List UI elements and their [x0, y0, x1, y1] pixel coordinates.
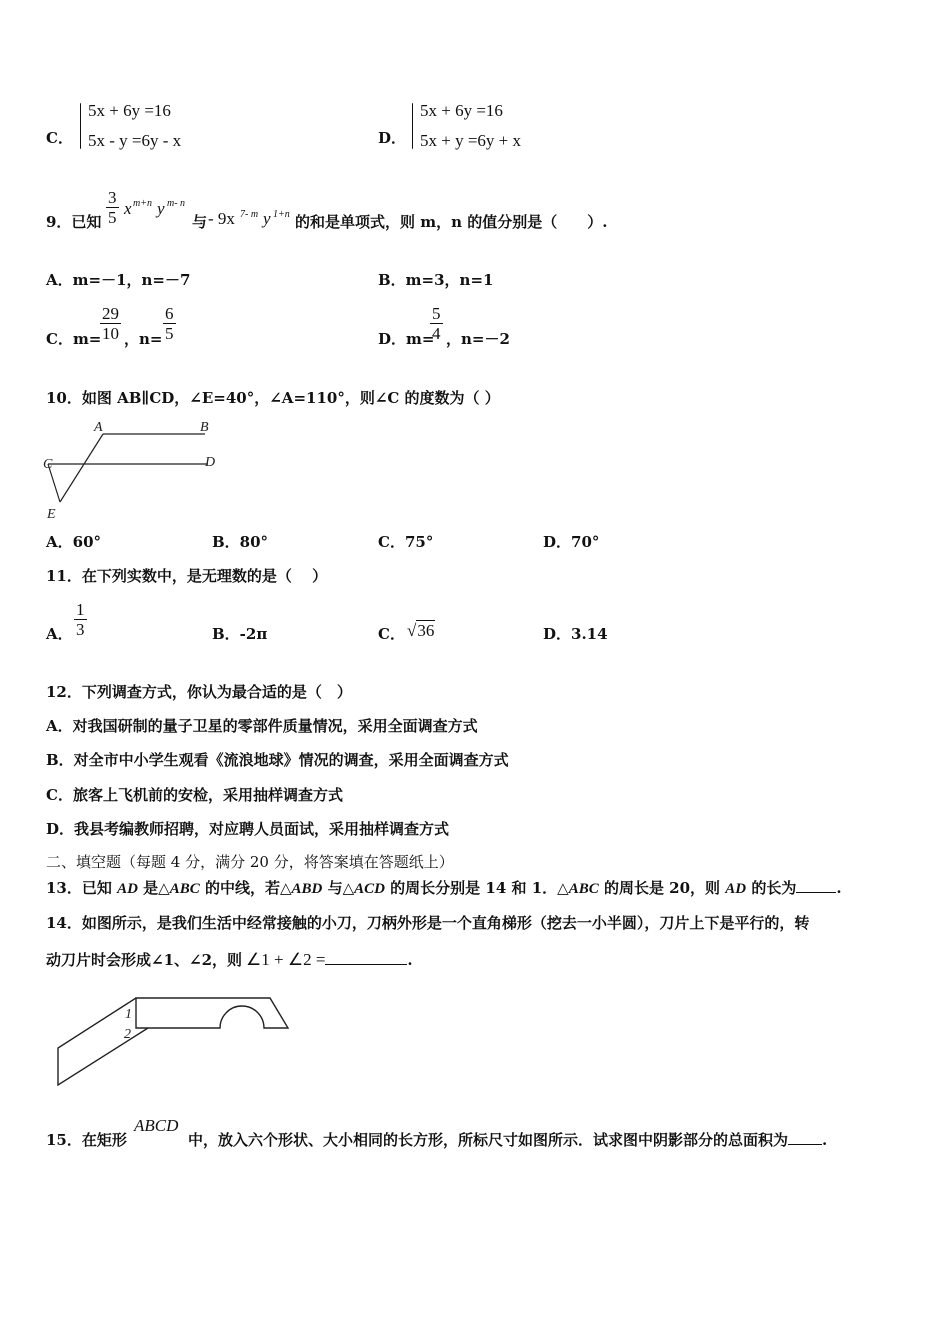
q9-c-n-den: 5 — [165, 324, 174, 343]
q10-label-b: B — [200, 420, 209, 435]
q15-answer-blank[interactable] — [788, 1144, 822, 1145]
q9-option-b: B．m=3，n=1 — [378, 271, 494, 289]
q9-term2-y-exp: 1+n — [273, 209, 290, 220]
q13-acd: ACD — [354, 881, 385, 897]
q10-label-e: E — [47, 507, 56, 522]
q11-option-c-radical: √36 — [407, 621, 435, 640]
q9-mid: 与 — [192, 213, 208, 231]
q10-label-a: A — [94, 420, 103, 435]
q8-option-d-label: D． — [378, 129, 407, 147]
q13-text-7: 的长为 — [746, 879, 797, 897]
q11-stem: 11．在下列实数中，是无理数的是（ ） — [46, 567, 328, 585]
q8-c-equation-1: 5x + 6y =16 — [88, 101, 171, 120]
q15-rect-name: ABCD — [134, 1116, 179, 1135]
q15-end: . — [822, 1131, 828, 1149]
q12-option-a: A．对我国研制的量子卫星的零部件质量情况，采用全面调查方式 — [46, 717, 478, 735]
q14-knife-blade — [58, 998, 148, 1085]
q14-angle-label-2: 2 — [124, 1027, 131, 1042]
q13-text-6: 的周长是 20，则 — [598, 879, 726, 897]
q13-text-3: 的中线，若△ — [199, 879, 292, 897]
q13-abd: ABD — [291, 881, 323, 897]
q13-line — [46, 878, 842, 899]
q13-ad-2: AD — [725, 881, 747, 897]
q14-line-1: 14．如图所示，是我们生活中经常接触的小刀，刀柄外形是一个直角梯形（挖去一小半圆），刀片上下是平行的，转 — [46, 914, 810, 932]
q10-stem: 10．如图 AB∥CD，∠E=40°，∠A=110°，则∠C 的度数为（ ） — [46, 389, 500, 407]
q12-option-c: C．旅客上飞机前的安检，采用抽样调查方式 — [46, 786, 343, 804]
q11-option-d: D．3.14 — [543, 625, 608, 643]
q9-term1-x: x — [124, 199, 132, 218]
q8-c-brace — [80, 103, 81, 149]
q9-prefix: 9．已知 — [46, 213, 102, 231]
q14-knife-figure — [50, 990, 295, 1090]
q13-text-5: 的周长分别是 14 和 1．△ — [384, 879, 569, 897]
q9-term1-exp: m+n — [133, 198, 152, 209]
q9-option-d-suffix: ，n=－2 — [446, 330, 510, 348]
q8-d-brace — [412, 103, 413, 149]
q9-term2-y: y — [263, 209, 271, 228]
q10-figure — [40, 414, 230, 524]
q14-expression: ∠1 + ∠2 = — [246, 950, 326, 969]
q15-suffix-text: 中，放入六个形状、大小相同的长方形，所标尺寸如图所示．试求图中阴影部分的总面积为 — [188, 1131, 789, 1149]
q9-frac-num: 3 — [108, 188, 117, 207]
q10-option-d: D．70° — [543, 533, 600, 551]
q14-line-2-prefix: 动刀片时会形成∠1、∠2，则 — [46, 951, 243, 969]
q13-abc-2: ABC — [568, 881, 599, 897]
q9-option-c-n-frac — [163, 304, 176, 343]
q9-term2: - 9x — [208, 209, 235, 228]
q12-stem: 12．下列调查方式，你认为最合适的是（ ） — [46, 683, 352, 701]
q11-a-den: 3 — [76, 620, 85, 639]
q9-suffix: 的和是单项式，则 m，n 的值分别是（ ）. — [295, 213, 608, 231]
q13-ad-1: AD — [117, 881, 138, 897]
q8-d-equation-2: 5x + y =6y + x — [420, 131, 522, 150]
q14-answer-blank[interactable] — [325, 964, 407, 965]
q8-option-c-label: C． — [46, 129, 73, 147]
q9-option-d-prefix: D．m= — [378, 330, 435, 348]
q10-option-a: A．60° — [46, 533, 102, 551]
q12-option-b: B．对全市中小学生观看《流浪地球》情况的调查，采用全面调查方式 — [46, 751, 509, 769]
q9-frac-den: 5 — [108, 208, 117, 227]
q14-line-2 — [46, 950, 413, 970]
q9-option-d-m-frac — [430, 304, 443, 343]
q15-suffix — [188, 1130, 827, 1150]
q9-d-m-num: 5 — [432, 304, 441, 323]
q9-term2-exp: 7- m — [240, 209, 259, 220]
q9-c-m-den: 10 — [102, 324, 119, 343]
q9-term1-y-exp: m- n — [167, 198, 186, 209]
q13-text-2: 是△ — [137, 879, 170, 897]
q10-option-b: B．80° — [212, 533, 269, 551]
q12-option-d: D．我县考编教师招聘，对应聘人员面试，采用抽样调查方式 — [46, 820, 450, 838]
q14-knife-handle — [136, 998, 288, 1028]
section-2-heading: 二、填空题（每题 4 分，满分 20 分，将答案填在答题纸上） — [46, 853, 454, 871]
q11-option-a-frac — [74, 600, 87, 639]
q9-fraction — [106, 188, 119, 227]
q10-label-c: C — [43, 457, 53, 472]
q9-option-c-m-frac — [100, 304, 121, 343]
q11-a-num: 1 — [76, 600, 85, 619]
q14-angle-label-1: 1 — [125, 1007, 132, 1022]
q14-end: . — [407, 951, 413, 969]
q8-c-equation-2: 5x - y =6y - x — [88, 131, 182, 150]
q15-prefix: 15．在矩形 — [46, 1131, 127, 1149]
q11-option-b: B．-2π — [212, 625, 268, 643]
q10-line-ae — [60, 434, 103, 502]
q8-d-equation-1: 5x + 6y =16 — [420, 101, 503, 120]
q9-term1-y: y — [157, 199, 165, 218]
q13-abc-1: ABC — [169, 881, 200, 897]
q11-option-c-label: C． — [378, 625, 405, 643]
q9-d-m-den: 4 — [432, 324, 441, 343]
q10-label-d: D — [205, 455, 216, 470]
q9-c-m-num: 29 — [102, 304, 119, 323]
q13-end: . — [836, 879, 842, 897]
q13-text-1: 13．已知 — [46, 879, 118, 897]
q10-option-c: C．75° — [378, 533, 434, 551]
q13-text-4: 与△ — [322, 879, 355, 897]
q13-answer-blank[interactable] — [796, 892, 836, 893]
q11-option-a-label: A． — [46, 625, 73, 643]
q9-option-c-mid: ，n= — [124, 330, 163, 348]
q9-option-c-prefix: C．m= — [46, 330, 102, 348]
q9-c-n-num: 6 — [165, 304, 174, 323]
q11-c-radicand: 36 — [417, 621, 435, 640]
q9-option-a: A．m=－1，n=－7 — [46, 271, 191, 289]
